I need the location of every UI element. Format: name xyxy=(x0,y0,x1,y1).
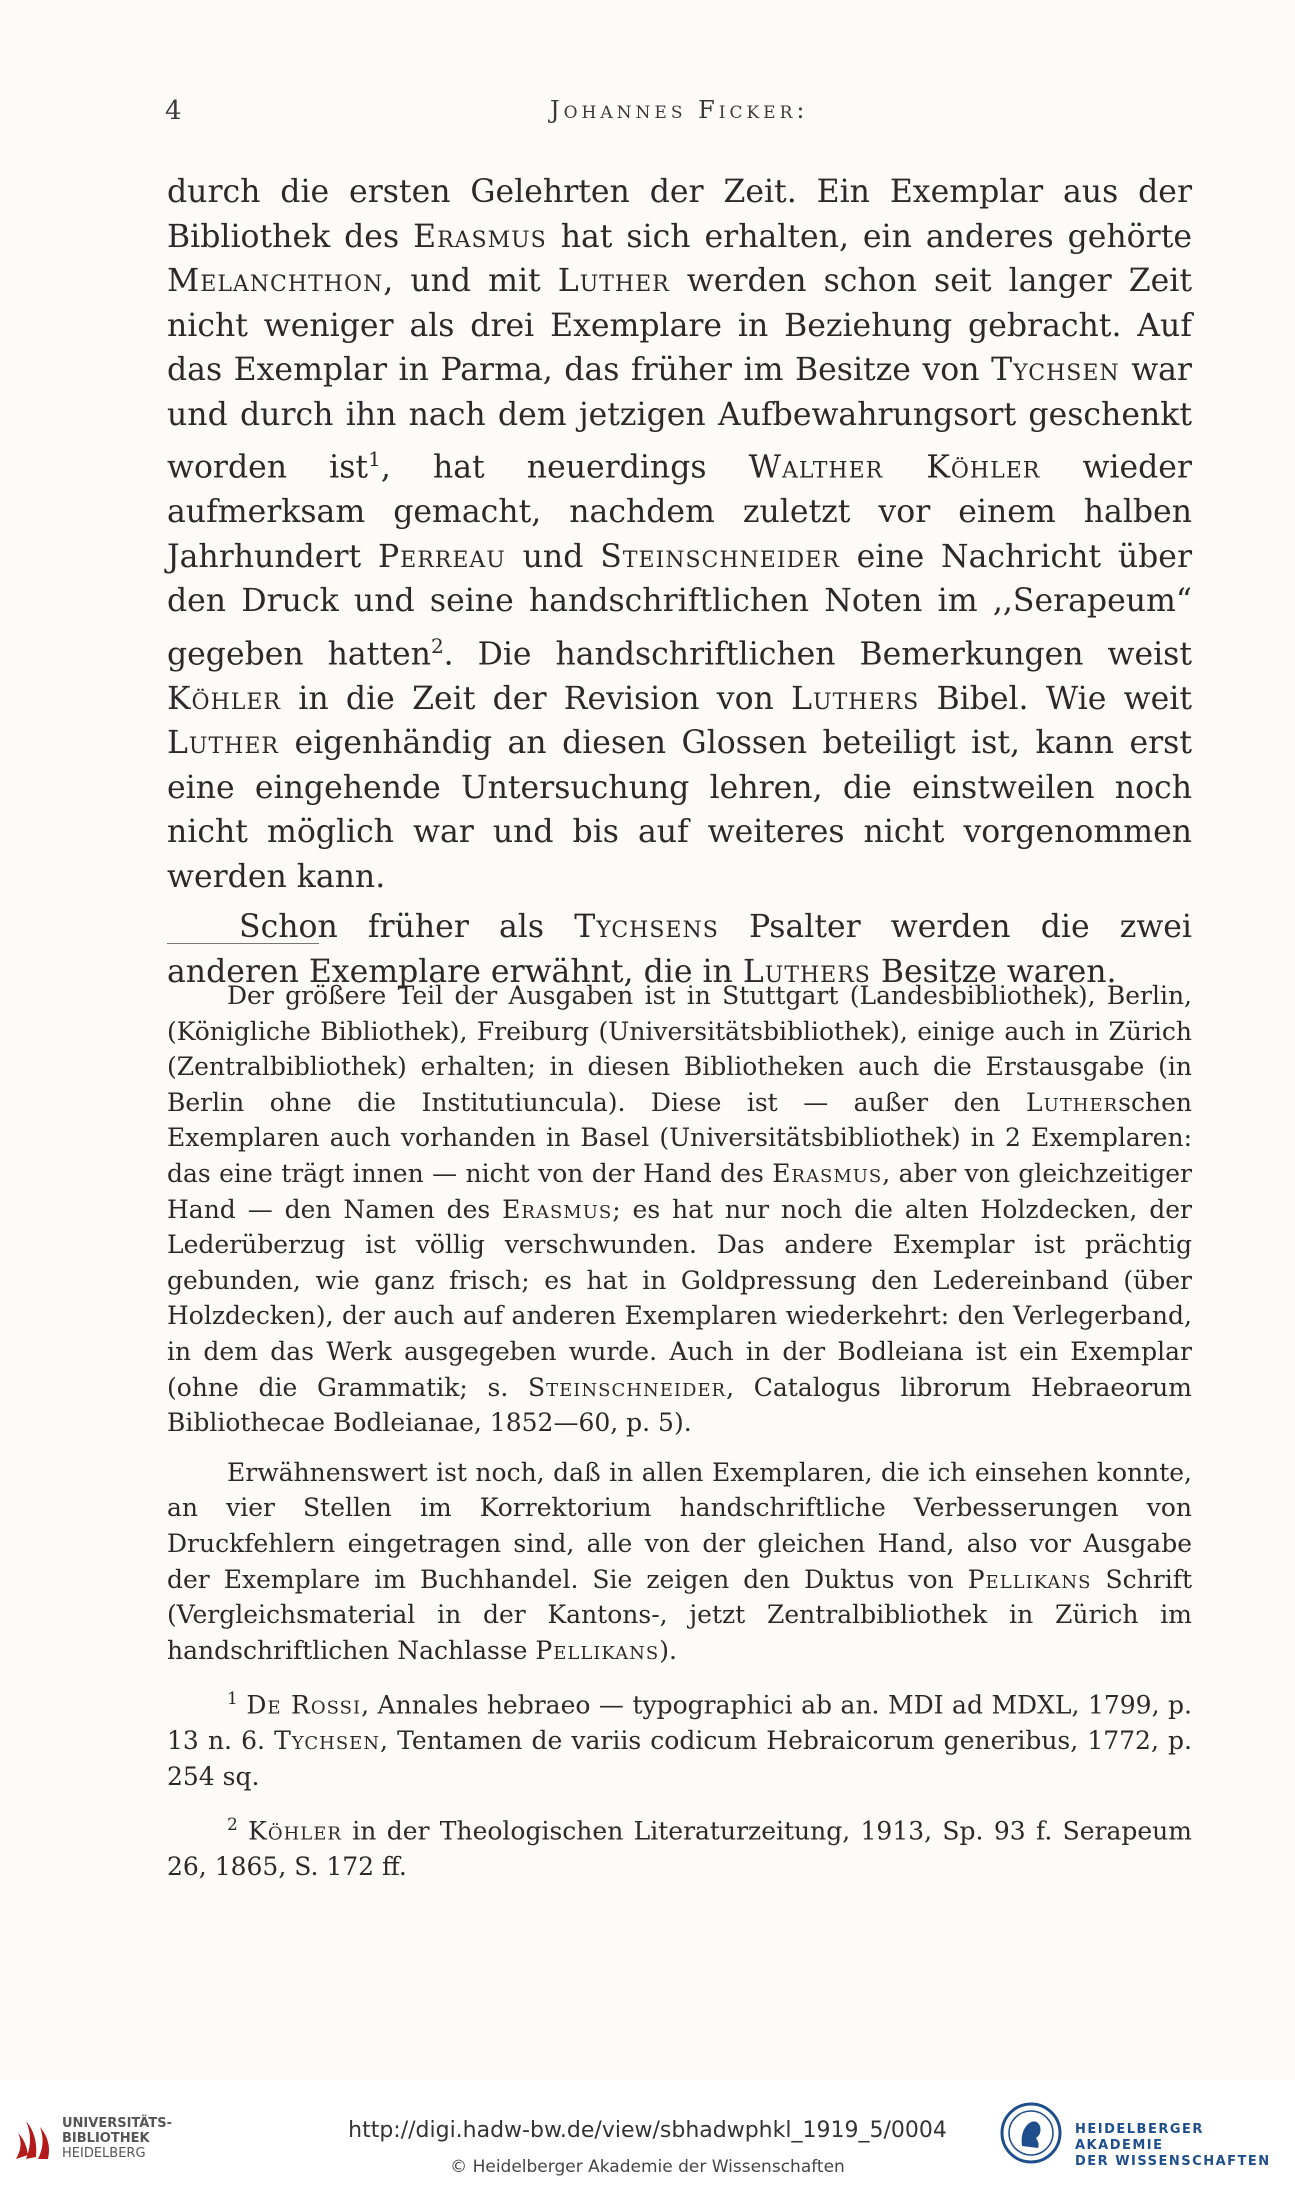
name-luthers: Luthers xyxy=(791,680,920,717)
name-luther: Luther xyxy=(1026,1087,1119,1117)
footnote-ref-1: 1 xyxy=(368,447,381,471)
name-koehler: Köhler xyxy=(248,1816,342,1846)
name-pellikans: Pellikans xyxy=(967,1564,1092,1594)
main-text xyxy=(167,170,1192,994)
name-perreau: Perreau xyxy=(377,538,506,575)
name-steinschneider: Steinschneider xyxy=(600,538,840,575)
academy-seal-icon xyxy=(1000,2102,1062,2164)
footer xyxy=(0,2080,1295,2187)
name-luther: Luther xyxy=(167,725,279,761)
main-paragraph-2: Schon früher als Tychsens Psalter werden die zwei anderen Exemplare erwähnt, die in Luthers Besitze waren. xyxy=(167,909,1192,990)
name-steinschneider: Steinschneider xyxy=(528,1372,727,1402)
copyright-notice: © Heidelberger Akademie der Wissenschaften xyxy=(450,2157,845,2177)
footnote-marker-1: 1 xyxy=(227,1689,238,1710)
name-erasmus: Erasmus xyxy=(502,1194,613,1224)
name-luthers: Luthers xyxy=(742,953,871,990)
university-library-name: UNIVERSITÄTS- BIBLIOTHEK HEIDELBERG xyxy=(62,2116,172,2161)
name-melanchthon: Melanchthon xyxy=(167,263,384,299)
name-de-rossi: De Rossi xyxy=(246,1690,362,1720)
name-erasmus: Erasmus xyxy=(772,1158,883,1188)
name-koehler: Köhler xyxy=(167,680,281,717)
footnote-separator xyxy=(167,943,319,944)
note-paragraph-2: Erwähnenswert ist noch, daß in allen Exemplaren, die ich einsehen konnte, an vier Stellen im Korrektorium handschriftliche Verbesserungen von Druckfehlern eingetragen sind, alle von der gleichen Hand, also vor Ausgabe der Exemplare im Buchhandel. Sie zeigen den Duktus von Pellikans Schrift (Vergleichsmaterial in der Kantons-, jetzt Zentralbibliothek in Zürich im handschriftlichen Nachlasse Pellikans). xyxy=(167,1457,1193,1665)
footnote-1: $^1$ De Rossi, Annales hebraeo — typographici ab an. MDI ad MDXL, 1799, p. 13 n. 6. Tychsen, Tentamen de variis codicum Hebraicorum generibus, 1772, p. 254 sq. xyxy=(167,1689,1192,1791)
footnote-marker-2: 2 xyxy=(227,1815,238,1836)
name-tychsen: Tychsen xyxy=(991,352,1120,388)
name-pellikans: Pellikans xyxy=(535,1635,660,1665)
note-paragraph-1: Der größere Teil der Ausgaben ist in Stuttgart (Landesbibliothek), Berlin, (Königliche Bibliothek), Freiburg (Universitätsbibliothek), einige auch in Zürich (Zentralbibliothek) erhalten; in diesen Bibliotheken auch die Erstausgabe (in Berlin ohne die Institutiuncula). Diese ist — außer den Lutherschen Exemplaren auch vorhanden in Basel (Universitätsbibliothek) in 2 Exemplaren: das eine trägt innen — nicht von der Hand des Erasmus, aber von gleichzeitiger Hand — den Namen des Erasmus; es hat nur noch die alten Holzdecken, der Lederüberzug ist völlig verschwunden. Das andere Exemplar ist prächtig gebunden, wie ganz frisch; es hat in Goldpressung den Ledereinband (über Holzdecken), der auch auf anderen Exemplaren wiederkehrt: den Verlegerband, in dem das Werk ausgegeben wurde. Auch in der Bodleiana ist ein Exemplar (ohne die Grammatik; s. Steinschneider, Catalogus librorum Hebraeorum Bibliothecae Bodleianae, 1852—60, p. 5). xyxy=(167,981,1192,1438)
footnote-2: $^2$ Köhler in der Theologischen Literaturzeitung, 1913, Sp. 93 f. Serapeum 26, 1865, S. 172 ff. xyxy=(167,1815,1192,1882)
permalink-url[interactable]: http://digi.hadw-bw.de/view/sbhadwphkl_1919_5/0004 xyxy=(348,2118,947,2143)
notes xyxy=(167,978,1192,1885)
name-tychsen: Tychsen xyxy=(274,1726,381,1756)
academy-name: HEIDELBERGER AKADEMIE DER WISSENSCHAFTEN xyxy=(1075,2122,1271,2169)
running-head xyxy=(165,96,1195,136)
running-title: Johannes Ficker: xyxy=(550,96,809,124)
name-walther-koehler: Walther Köhler xyxy=(748,449,1041,486)
main-paragraph-1: durch die ersten Gelehrten der Zeit. Ein Exemplar aus der Bibliothek des Erasmus hat sich erhalten, ein anderes gehörte Melanchthon, und mit Luther werden schon seit langer Zeit nicht weniger als drei Exemplare in Beziehung gebracht. Auf das Exemplar in Parma, das früher im Besitze von Tychsen war und durch ihn nach dem jetzigen Aufbewahrungsort geschenkt worden ist$^1$, hat neuerdings Walther Köhler wieder aufmerksam gemacht, nachdem zuletzt vor einem halben Jahrhundert Perreau und Steinschneider eine Nachricht über den Druck und seine handschriftlichen Noten im ,,Serapeum“ gegeben hatten$^2$. Die handschriftlichen Bemerkungen weist Köhler in die Zeit der Revision von Luthers Bibel. Wie weit Luther eigenhändig an diesen Glossen beteiligt ist, kann erst eine eingehende Untersuchung lehren, die einstweilen noch nicht möglich war und bis auf weiteres nicht vorgenommen werden kann. xyxy=(167,174,1193,895)
page-number: 4 xyxy=(165,96,182,126)
name-luther: Luther xyxy=(557,263,670,299)
name-erasmus: Erasmus xyxy=(413,218,547,255)
name-tychsens: Tychsens xyxy=(574,909,719,945)
footnote-ref-2: 2 xyxy=(430,633,444,658)
